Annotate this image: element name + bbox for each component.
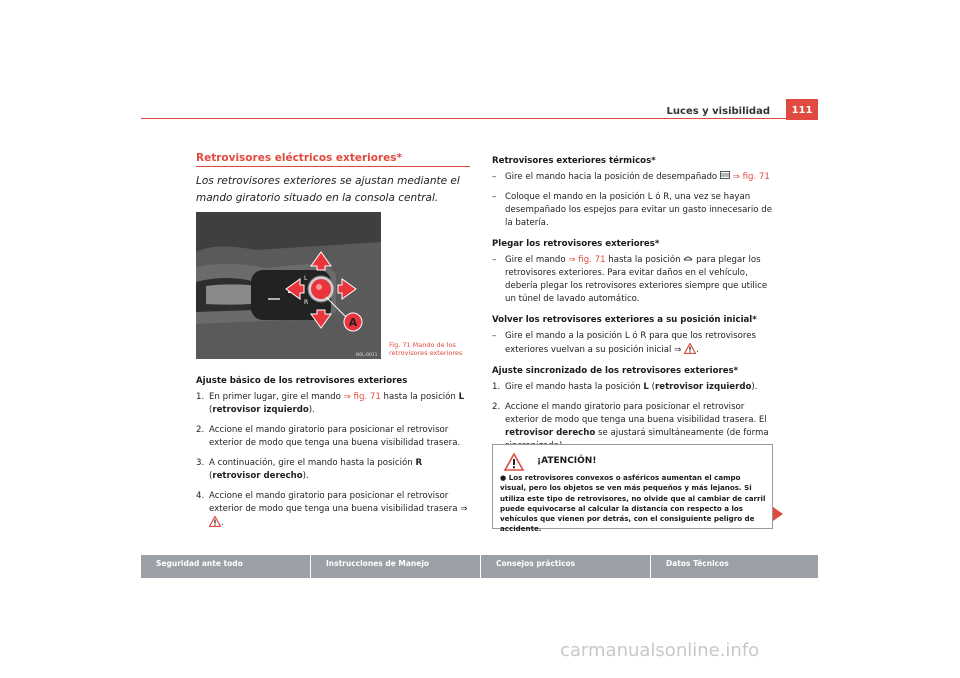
figure-ref-link[interactable]: ⇒ fig. 71 <box>568 255 606 265</box>
thermal-item-1 <box>492 171 777 184</box>
figure-ref-link[interactable]: ⇒ fig. 71 <box>343 392 381 402</box>
running-header-title: Luces y visibilidad <box>666 106 770 117</box>
basic-step-4 <box>196 490 476 530</box>
thermal-heading: Retrovisores exteriores térmicos* <box>492 156 656 166</box>
sync-step-1 <box>492 381 777 394</box>
step-text: . <box>221 518 224 528</box>
basic-step-1 <box>196 391 476 417</box>
watermark: carmanualsonline.info <box>560 640 760 661</box>
footer-tab-seguridad[interactable]: Seguridad ante todo <box>156 559 243 568</box>
step-text: ). <box>308 405 315 415</box>
warning-triangle-icon <box>684 343 696 354</box>
dash-marker: – <box>492 172 497 182</box>
figure-label-a: A <box>348 316 358 329</box>
bullet-marker: ● <box>500 473 507 482</box>
section-intro: Los retrovisores exteriores se ajustan mediante el mando giratorio situado en la consola central. <box>196 175 460 204</box>
warning-box <box>492 444 773 534</box>
step-text: se ajustará simultáneamente (de forma <box>598 428 769 438</box>
basic-adjust-block <box>196 375 476 537</box>
item-text: Gire el mando hacia la posición de desempañado <box>505 172 720 182</box>
step-text: ). <box>302 471 309 481</box>
step-bold: L <box>458 392 465 402</box>
step-text: Accione el mando giratorio para posicionar el retrovisor exterior de modo que tenga una buena visibilidad trasera ⇒ <box>209 491 468 514</box>
figure-code: B6L-0011 <box>356 353 378 358</box>
warning-text <box>500 473 768 535</box>
step-number: 2. <box>492 402 501 412</box>
next-page-arrow-icon <box>773 507 783 521</box>
step-bold: R <box>415 458 423 468</box>
page-number: 111 <box>786 99 818 120</box>
step-bold: retrovisor izquierdo <box>655 382 752 392</box>
section-rule <box>196 166 470 167</box>
fold-item-1 <box>492 254 777 306</box>
figure-label-l: L <box>304 275 308 282</box>
initial-item-1 <box>492 330 777 357</box>
section-title: Retrovisores eléctricos exteriores* <box>196 152 403 164</box>
defrost-icon <box>720 171 730 179</box>
step-bold: retrovisor izquierdo <box>212 405 309 415</box>
basic-adjust-heading: Ajuste básico de los retrovisores exteriores <box>196 376 408 386</box>
step-bold: retrovisor derecho <box>505 428 596 438</box>
dash-marker: – <box>492 255 497 265</box>
warning-body: Los retrovisores convexos o asféricos aumentan el campo visual, pero los objetos se ven más pequeños y más lejanos. Si utiliza este tipo de retrovisores, no olvide que al cambiar de carril puede equivocarse al calcular la distancia con respecto a los vehículos que vienen por detrás, con el consiguiente peligro de accidente. <box>500 473 766 534</box>
step-number: 4. <box>196 491 205 501</box>
step-text: ( <box>209 405 213 415</box>
figure-ref-link[interactable]: ⇒ fig. 71 <box>732 172 770 182</box>
step-number: 3. <box>196 458 205 468</box>
step-bold: L <box>643 382 649 392</box>
footer-nav <box>141 555 818 578</box>
step-text: Accione el mando giratorio para posicionar el retrovisor exterior de modo que tenga una buena visibilidad trasera. El <box>505 402 767 425</box>
basic-step-3 <box>196 457 476 483</box>
item-text: hasta la posición <box>605 255 684 265</box>
fold-heading: Plegar los retrovisores exteriores* <box>492 239 660 249</box>
figure-label-r: R <box>304 299 309 306</box>
footer-tab-consejos[interactable]: Consejos prácticos <box>496 559 576 568</box>
dash-marker: – <box>492 331 497 341</box>
footer-tab-datos[interactable]: Datos Técnicos <box>666 559 729 568</box>
warning-triangle-icon <box>209 516 221 527</box>
thermal-item-2 <box>492 191 777 230</box>
step-number: 1. <box>492 382 501 392</box>
mirror-control-illustration <box>196 212 381 359</box>
item-text: Gire el mando <box>505 255 569 265</box>
item-text: Coloque el mando en la posición L ó R, una vez se hayan desempañado los espejos para evitar un gasto innecesario de la batería. <box>505 192 773 228</box>
step-text: Gire el mando hasta la posición <box>505 382 644 392</box>
step-number: 1. <box>196 392 205 402</box>
dash-marker: – <box>492 192 497 202</box>
step-number: 2. <box>196 425 205 435</box>
initial-heading: Volver los retrovisores exteriores a su posición inicial* <box>492 315 757 325</box>
fold-mirror-icon <box>683 254 693 262</box>
basic-step-2 <box>196 424 476 450</box>
step-text: En primer lugar, gire el mando <box>209 392 344 402</box>
header-rule <box>141 118 818 119</box>
step-text: ( <box>648 382 655 392</box>
step-text: A continuación, gire el mando hasta la posición <box>209 458 416 468</box>
sync-heading: Ajuste sincronizado de los retrovisores exteriores* <box>492 366 739 376</box>
warning-triangle-icon <box>504 453 524 471</box>
step-text: hasta la posición <box>380 392 459 402</box>
warning-title: ¡ATENCIÓN! <box>537 456 597 466</box>
footer-tab-instrucciones[interactable]: Instrucciones de Manejo <box>326 559 430 568</box>
mirror-control-figure <box>196 212 381 359</box>
right-column <box>492 155 777 460</box>
step-text: ). <box>751 382 758 392</box>
item-text: para plegar los retrovisores exteriores. Para evitar daños en el vehículo, debería plegar los retrovisores exteriores siempre que utilice un túnel de lavado automático. <box>505 255 768 304</box>
step-text: Accione el mando giratorio para posicionar el retrovisor exterior de modo que tenga una buena visibilidad trasera. <box>209 425 461 448</box>
figure-caption: Fig. 71 Mando de los retrovisores exteriores <box>389 341 463 357</box>
item-text: Gire el mando a la posición L ó R para que los retrovisores exteriores vuelvan a su posición inicial ⇒ <box>505 331 757 355</box>
step-text: ( <box>209 471 213 481</box>
step-bold: retrovisor derecho <box>212 471 303 481</box>
item-text: . <box>696 345 699 355</box>
